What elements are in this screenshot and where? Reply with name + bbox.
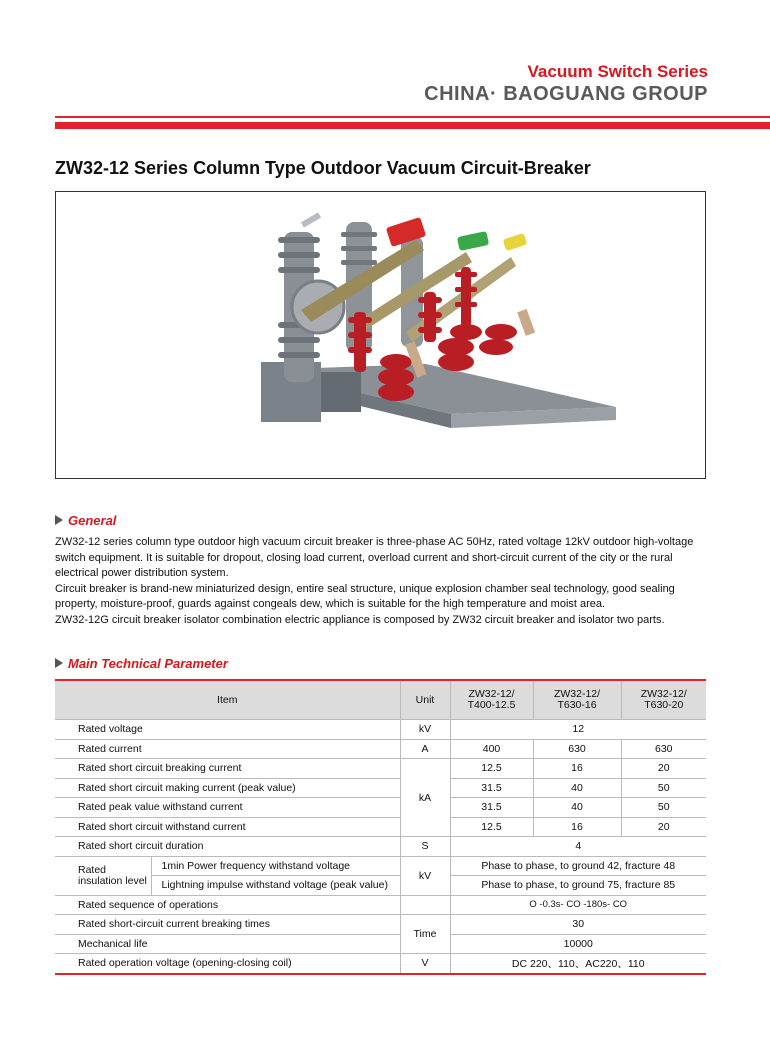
row-value: 12.5 — [450, 817, 533, 837]
row-item: Rated short circuit breaking current — [55, 759, 400, 779]
general-heading — [55, 513, 116, 528]
row-unit: kV — [400, 856, 450, 895]
row-item: Rated operation voltage (opening-closing coil) — [55, 954, 400, 974]
table-row — [55, 856, 706, 876]
row-value: 20 — [621, 759, 706, 779]
row-unit — [400, 895, 450, 915]
row-value: 40 — [533, 778, 621, 798]
insulation-label: Rated insulation level — [55, 856, 151, 895]
row-unit: Time — [400, 915, 450, 954]
row-value: 16 — [533, 759, 621, 779]
table-row — [55, 915, 706, 935]
row-item: Lightning impulse withstand voltage (peak value) — [151, 876, 400, 896]
row-value: 30 — [450, 915, 706, 935]
table-row — [55, 876, 706, 896]
row-value: 31.5 — [450, 778, 533, 798]
triangle-bullet-icon — [55, 658, 63, 668]
general-heading-label: General — [68, 513, 117, 528]
row-value: 50 — [621, 798, 706, 818]
row-value: 20 — [621, 817, 706, 837]
header-model-1: ZW32-12/ T400-12.5 — [450, 680, 533, 720]
params-heading-label: Main Technical Parameter — [68, 656, 228, 671]
params-heading — [55, 656, 228, 671]
row-unit: S — [400, 837, 450, 857]
table-row — [55, 778, 706, 798]
row-value: 12 — [450, 720, 706, 740]
table-header-row — [55, 680, 706, 720]
general-paragraph: Circuit breaker is brand-new miniaturized design, entire seal structure, unique explosion chamber seal technology, good sealing property, moisture-proof, guards against congeals dew, which is suitable for the high temperature and moist area. — [55, 582, 675, 611]
table-row — [55, 817, 706, 837]
table-row — [55, 798, 706, 818]
header-unit: Unit — [400, 680, 450, 720]
header-rule-thin — [55, 116, 770, 118]
row-value: 630 — [621, 739, 706, 759]
table-row — [55, 739, 706, 759]
row-value: 16 — [533, 817, 621, 837]
table-row — [55, 837, 706, 857]
header-model-3: ZW32-12/ T630-20 — [621, 680, 706, 720]
row-value: O -0.3s- CO -180s- CO — [450, 895, 706, 915]
header-series: Vacuum Switch Series — [527, 62, 708, 81]
row-item: Rated current — [55, 739, 400, 759]
row-unit: V — [400, 954, 450, 974]
row-item: Rated voltage — [55, 720, 400, 740]
general-text — [55, 535, 715, 629]
row-item: Rated short circuit duration — [55, 837, 400, 857]
header-item: Item — [55, 680, 400, 720]
row-value: Phase to phase, to ground 75, fracture 85 — [450, 876, 706, 896]
table-row — [55, 720, 706, 740]
row-unit: kA — [400, 759, 450, 837]
row-value: 50 — [621, 778, 706, 798]
row-item: Rated sequence of operations — [55, 895, 400, 915]
row-item: Rated peak value withstand current — [55, 798, 400, 818]
triangle-bullet-icon — [55, 515, 63, 525]
row-value: 4 — [450, 837, 706, 857]
row-value: 10000 — [450, 934, 706, 954]
table-row — [55, 954, 706, 974]
general-paragraph: ZW32-12G circuit breaker isolator combination electric appliance is composed by ZW32 circuit breaker and isolator two parts. — [55, 613, 665, 626]
header-group: CHINA· BAOGUANG GROUP — [424, 83, 708, 105]
table-row — [55, 895, 706, 915]
header-model-2: ZW32-12/ T630-16 — [533, 680, 621, 720]
row-unit: kV — [400, 720, 450, 740]
row-item: Rated short circuit withstand current — [55, 817, 400, 837]
row-value: 31.5 — [450, 798, 533, 818]
row-unit: A — [400, 739, 450, 759]
row-item: 1min Power frequency withstand voltage — [151, 856, 400, 876]
table-row — [55, 759, 706, 779]
general-paragraph: ZW32-12 series column type outdoor high vacuum circuit breaker is three-phase AC 50Hz, rated voltage 12kV outdoor high-voltage switch equipment. It is suitable for dropout, closing load current, overload current and short-circuit current of the city or the rural electrical power distribution system. — [55, 536, 694, 580]
row-value: 630 — [533, 739, 621, 759]
row-value: 400 — [450, 739, 533, 759]
row-item: Rated short-circuit current breaking times — [55, 915, 400, 935]
table-row — [55, 934, 706, 954]
row-value: 40 — [533, 798, 621, 818]
product-photo — [55, 191, 706, 479]
row-item: Mechanical life — [55, 934, 400, 954]
header-rule-thick — [55, 122, 770, 129]
row-item: Rated short circuit making current (peak value) — [55, 778, 400, 798]
page-title: ZW32-12 Series Column Type Outdoor Vacuum Circuit-Breaker — [55, 158, 591, 178]
row-value: 12.5 — [450, 759, 533, 779]
row-value: DC 220、110、AC220、110 — [450, 954, 706, 974]
parameter-table — [55, 679, 706, 975]
row-value: Phase to phase, to ground 42, fracture 48 — [450, 856, 706, 876]
